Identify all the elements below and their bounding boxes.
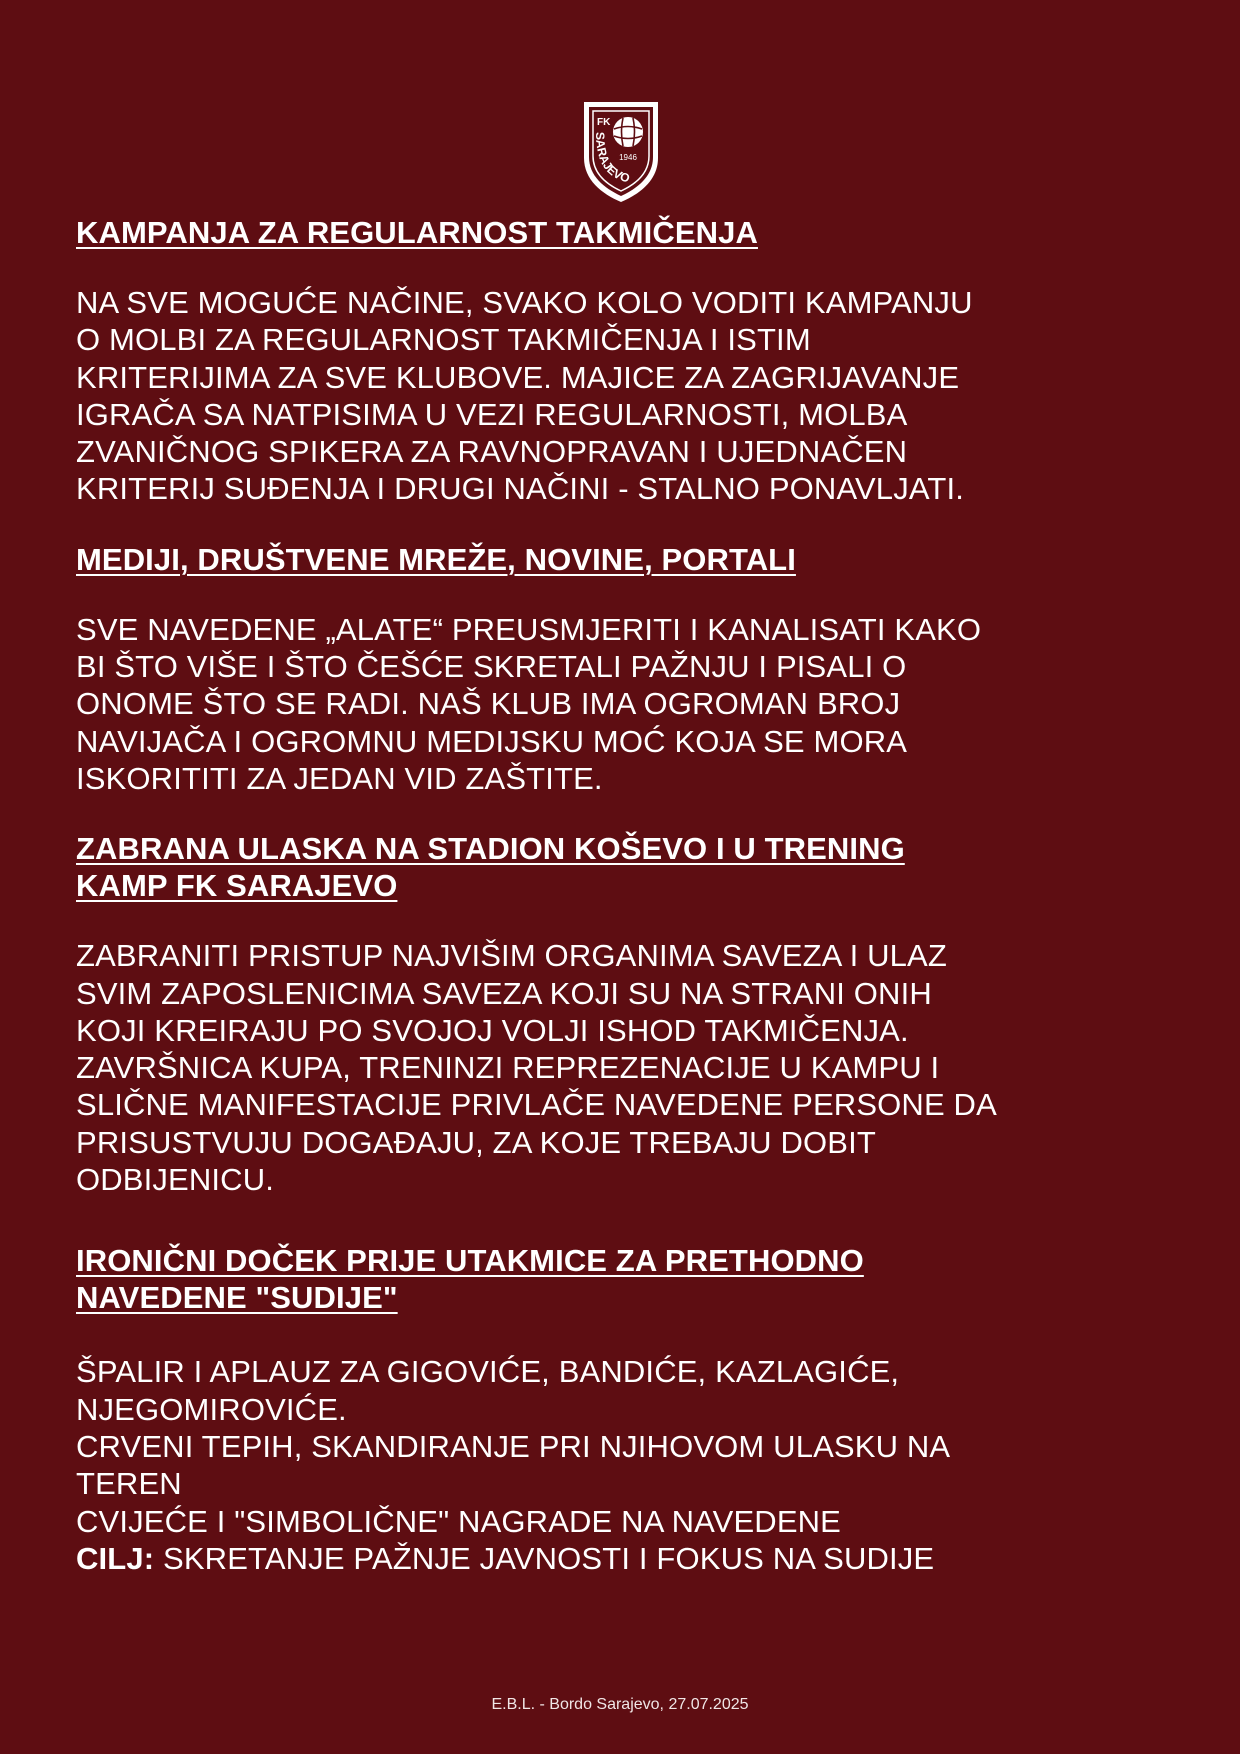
text-line: ODBIJENICU. <box>76 1162 275 1198</box>
heading-line: IRONIČNI DOČEK PRIJE UTAKMICE ZA PRETHODNO <box>76 1243 864 1279</box>
text-line: BI ŠTO VIŠE I ŠTO ČEŠĆE SKRETALI PAŽNJU I PISALI O <box>76 649 907 685</box>
heading-line: MEDIJI, DRUŠTVENE MREŽE, NOVINE, PORTALI <box>76 541 796 577</box>
text-line: KRITERIJIMA ZA SVE KLUBOVE. MAJICE ZA ZAGRIJAVANJE <box>76 359 960 395</box>
text-line: ZAVRŠNICA KUPA, TRENINZI REPREZENACIJE U KAMPU I <box>76 1050 940 1086</box>
heading-line: NAVEDENE "SUDIJE" <box>76 1280 398 1316</box>
crest-year: 1946 <box>619 153 637 162</box>
heading-kampanja <box>76 214 1076 251</box>
heading-line: ZABRANA ULASKA NA STADION KOŠEVO I U TRENING <box>76 831 905 867</box>
text-line: ZVANIČNOG SPIKERA ZA RAVNOPRAVAN I UJEDNAČEN <box>76 434 908 470</box>
text-line: PRISUSTVUJU DOGAĐAJU, ZA KOJE TREBAJU DOBIT <box>76 1124 876 1160</box>
text-line: SVIM ZAPOSLENICIMA SAVEZA KOJI SU NA STRANI ONIH <box>76 975 932 1011</box>
text-line: NA SVE MOGUĆE NAČINE, SVAKO KOLO VODITI KAMPANJU <box>76 285 973 320</box>
text-line: ŠPALIR I APLAUZ ZA GIGOVIĆE, BANDIĆE, KAZLAGIĆE, <box>76 1354 900 1390</box>
heading-ironicni-docek <box>76 1242 1076 1316</box>
fk-sarajevo-crest-logo <box>578 96 664 206</box>
text-line: KOJI KREIRAJU PO SVOJOJ VOLJI ISHOD TAKMIČENJA. <box>76 1012 909 1048</box>
text-line: CRVENI TEPIH, SKANDIRANJE PRI NJIHOVOM ULASKU NA <box>76 1428 951 1464</box>
text-line: KRITERIJ SUĐENJA I DRUGI NAČINI - STALNO PONAVLJATI. <box>76 471 964 507</box>
text-line: IGRAČA SA NATPISIMA U VEZI REGULARNOSTI, MOLBA <box>76 396 908 432</box>
goal-text: SKRETANJE PAŽNJE JAVNOSTI I FOKUS NA SUDIJE <box>154 1540 935 1576</box>
text-line: NAVIJAČA I OGROMNU MEDIJSKU MOĆ KOJA SE MORA <box>76 723 908 759</box>
paragraph-ironicni-docek <box>76 1353 1076 1577</box>
goal-line <box>76 1540 1076 1577</box>
text-line: ISKORITITI ZA JEDAN VID ZAŠTITE. <box>76 760 603 796</box>
footer-signature: E.B.L. - Bordo Sarajevo, 27.07.2025 <box>491 1696 749 1713</box>
goal-label: CILJ: <box>76 1540 155 1576</box>
text-line: NJEGOMIROVIĆE. <box>76 1391 347 1427</box>
text-line: SVE NAVEDENE „ALATE“ PREUSMJERITI I KANALISATI KAKO <box>76 611 982 647</box>
paragraph-kampanja <box>76 284 1076 508</box>
heading-mediji <box>76 541 1076 578</box>
heading-line: KAMP FK SARAJEVO <box>76 868 398 904</box>
paragraph-mediji <box>76 611 1076 797</box>
text-line: SLIČNE MANIFESTACIJE PRIVLAČE NAVEDENE PERSONE DA <box>76 1087 997 1123</box>
document-body <box>76 214 1076 1577</box>
text-line: TEREN <box>76 1466 182 1502</box>
heading-line: KAMPANJA ZA REGULARNOST TAKMIČENJA <box>76 215 758 250</box>
paragraph-zabrana <box>76 937 1076 1198</box>
text-line: ONOME ŠTO SE RADI. NAŠ KLUB IMA OGROMAN BROJ <box>76 686 901 722</box>
text-line: O MOLBI ZA REGULARNOST TAKMIČENJA I ISTIM <box>76 322 811 358</box>
text-line: ZABRANITI PRISTUP NAJVIŠIM ORGANIMA SAVEZA I ULAZ <box>76 938 947 974</box>
text-line: CVIJEĆE I "SIMBOLIČNE" NAGRADE NA NAVEDENE <box>76 1503 842 1539</box>
crest-fk-text: FK <box>597 117 611 128</box>
crest-name: SARAJEVO <box>592 131 632 186</box>
heading-zabrana <box>76 830 1076 904</box>
